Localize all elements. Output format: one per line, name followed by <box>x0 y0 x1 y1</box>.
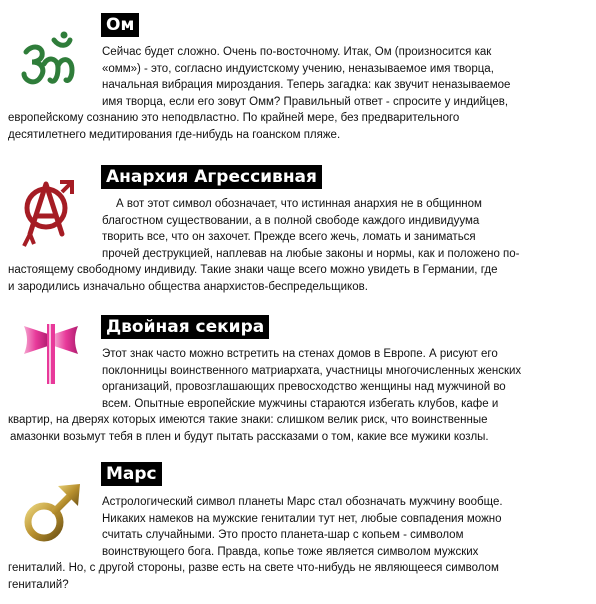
section-title-double-axe: Двойная секира <box>101 315 269 339</box>
text-line: гениталий? <box>8 578 69 591</box>
text-line: Астрологический символ планеты Марс стал обозначать мужчину вообще. <box>102 496 503 508</box>
text-line: имя творца, если его зовут Омм? Правильный ответ - спросите у индийцев, <box>102 95 509 108</box>
section-title-anarchy: Анархия Агрессивная <box>101 165 322 189</box>
text-line: считать случайными. Это просто планета-шар с копьем - символом <box>102 529 464 541</box>
section-title-mars: Марс <box>101 462 162 486</box>
text-line: и зародились изначально общества анархистов-беспредельщиков. <box>8 280 368 293</box>
text-line: Сейчас будет сложно. Очень по-восточному. Итак, Ом (произносится как <box>102 46 492 58</box>
text-line: прочей деструкцией, наплевав на любые законы и нормы, как и положено по- <box>102 247 520 260</box>
text-line: творить все, что он захочет. Прежде всего жечь, ломать и заниматься <box>102 231 476 243</box>
text-line: «омм») - это, согласно индуистскому учению, неназываемое имя творца, <box>102 62 494 75</box>
text-line: благостном существовании, а в полной свободе каждого индивидуума <box>102 214 480 227</box>
text-line: А вот этот символ обозначает, что истинная анархия не в общинном <box>116 198 482 210</box>
text-line: всем. Опытные европейские мужчины стараются избегать клубов, кафе и <box>102 397 499 410</box>
text-line: гениталий. Но, с другой стороны, разве есть на свете что-нибудь не являющееся символом <box>8 562 499 574</box>
text-line: начальная вибрация мироздания. Теперь загадка: как звучит неназываемое <box>102 79 511 91</box>
text-line: Этот знак часто можно встретить на стенах домов в Европе. А рисуют его <box>102 348 498 360</box>
text-line: организаций, провозглашающих превосходство женщины над мужчиной во <box>102 381 506 393</box>
text-line: Никаких намеков на мужские гениталии тут нет, любые совпадения можно <box>102 512 502 525</box>
text-line: воинствующего бога. Правда, копье тоже является символом мужских <box>102 545 479 558</box>
text-line: амазонки возьмут тебя в плен и будут пытать рассказами о том, какие все мужики козлы. <box>10 430 489 443</box>
text-line: десятилетнего медитирования где-нибудь на гоанском пляже. <box>8 128 341 141</box>
text-line: поклонницы воинственного матриархата, участницы многочисленных женских <box>102 364 522 377</box>
section-title-om: Ом <box>101 13 139 37</box>
section-text-mars <box>8 494 593 593</box>
text-line: настоящему свободному индивиду. Такие знаки чаще всего можно увидеть в Германии, где <box>8 264 498 276</box>
text-line: европейскому сознанию это неподвластно. По крайней мере, без предварительного <box>8 112 460 124</box>
text-line: квартир, на дверях которых имеются такие знаки: слишком велик риск, что воинственные <box>8 414 488 426</box>
